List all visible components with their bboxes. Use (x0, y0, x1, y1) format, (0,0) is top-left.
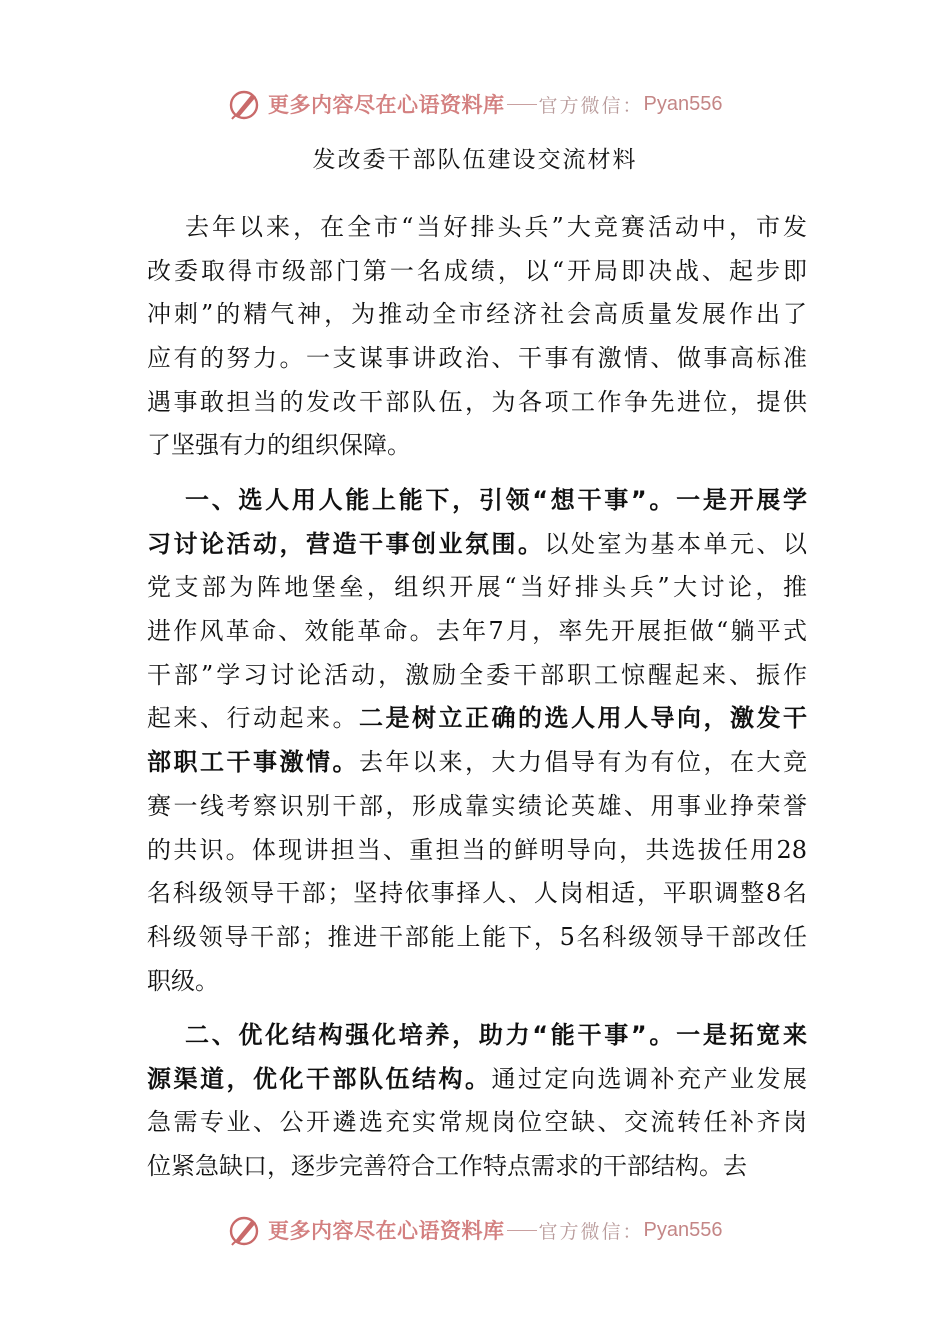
text-line (147, 424, 807, 468)
pen-circle-logo-icon (226, 86, 262, 122)
bold-text-run: 二是树立正确的选人用人导向，激发干 (359, 704, 807, 733)
paragraph-section-one (147, 479, 807, 1003)
text-line (147, 829, 807, 873)
text-line (147, 381, 807, 425)
bold-text-run: 一、选人用人能上能下，引领“想干事”。一是开展学 (185, 486, 807, 514)
text-run: 的共识。体现讲担当、重担当的鲜明导向，共选拔任用28 (147, 835, 807, 864)
text-run: 名科级领导干部；坚持依事择人、人岗相适，平职调整8名 (147, 879, 807, 908)
paragraph-section-two (147, 1014, 807, 1189)
paragraph-intro (147, 206, 807, 468)
text-line (147, 479, 807, 523)
text-run: 科级领导干部；推进干部能上能下，5名科级领导干部改任 (147, 922, 807, 951)
text-line (147, 566, 807, 610)
watermark-text: 更多内容尽在心语资料库 (268, 93, 505, 117)
text-run: 改委取得市级部门第一名成绩，以“开局即决战、起步即 (147, 256, 807, 285)
text-run: 党支部为阵地堡垒，组织开展“当好排头兵”大讨论，推 (147, 573, 807, 602)
watermark-id: Pyan556 (643, 1218, 723, 1241)
text-run: 应有的努力。一支谋事讲政治、干事有激情、做事高标准 (147, 344, 807, 373)
bold-text-run: 二、优化结构强化培养，助力“能干事”。一是拓宽来 (185, 1021, 807, 1049)
bold-text-run: 源渠道，优化干部队伍结构。 (147, 1064, 492, 1093)
watermark-text: 更多内容尽在心语资料库 (268, 1219, 505, 1243)
document-title: 发改委干部队伍建设交流材料 (312, 147, 638, 173)
text-line (147, 872, 807, 916)
watermark-banner-bottom (226, 1210, 726, 1250)
text-line (147, 916, 807, 960)
text-line (147, 697, 807, 741)
watermark-label: 官方微信： (538, 94, 644, 117)
watermark-banner-top (226, 84, 726, 124)
text-line (147, 250, 807, 294)
text-line (147, 960, 807, 1004)
text-run: 急需专业、公开遴选充实常规岗位空缺、交流转任补齐岗 (147, 1108, 807, 1137)
text-run: 起来、行动起来。 (147, 704, 359, 733)
text-run: 位紧急缺口，逐步完善符合工作特点需求的干部结构。去 (147, 1152, 747, 1181)
text-line (147, 1014, 807, 1058)
text-run: 职级。 (147, 966, 219, 995)
text-run: 冲刺”的精气神，为推动全市经济社会高质量发展作出了 (147, 300, 807, 329)
text-run: 了坚强有力的组织保障。 (147, 431, 411, 460)
text-line (147, 785, 807, 829)
text-line (147, 523, 807, 567)
text-line (147, 1145, 807, 1189)
watermark-id: Pyan556 (643, 92, 723, 115)
watermark-separator (507, 104, 537, 105)
text-line (147, 1058, 807, 1102)
text-run: 以处室为基本单元、以 (544, 529, 807, 558)
text-run: 赛一线考察识别干部，形成靠实绩论英雄、用事业挣荣誉 (147, 791, 807, 820)
text-line (147, 654, 807, 698)
bold-text-run: 部职工干事激情。 (147, 748, 359, 777)
text-line (147, 206, 807, 250)
pen-circle-logo-icon (226, 1212, 262, 1248)
text-line (147, 741, 807, 785)
text-line (147, 293, 807, 337)
text-line (147, 610, 807, 654)
text-run: 干部”学习讨论活动，激励全委干部职工惊醒起来、振作 (147, 660, 807, 689)
text-run: 通过定向选调补充产业发展 (491, 1064, 807, 1093)
text-line (147, 1101, 807, 1145)
bold-text-run: 习讨论活动，营造干事创业氛围。 (147, 529, 545, 558)
text-run: 遇事敢担当的发改干部队伍，为各项工作争先进位，提供 (147, 387, 807, 416)
text-run: 去年以来，在全市“当好排头兵”大竞赛活动中，市发 (185, 213, 807, 241)
watermark-label: 官方微信： (538, 1220, 644, 1243)
text-run: 进作风革命、效能革命。去年7月，率先开展拒做“躺平式 (147, 617, 807, 646)
text-run: 去年以来，大力倡导有为有位，在大竞 (359, 748, 807, 777)
text-line (147, 337, 807, 381)
watermark-separator (507, 1230, 537, 1231)
